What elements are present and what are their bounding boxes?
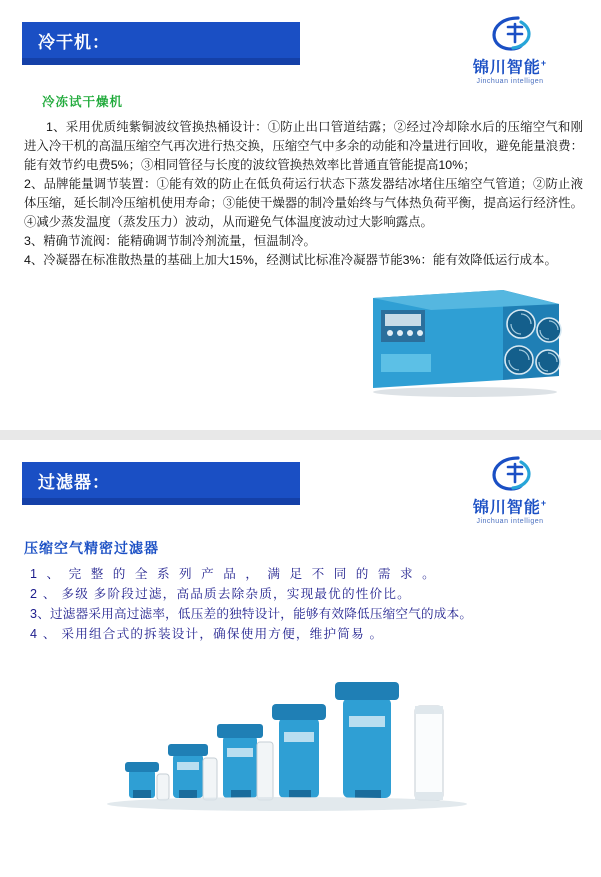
dryer-paragraphs (24, 118, 583, 270)
dryer-subtitle: 冷冻试干燥机 (42, 95, 124, 109)
logo-superscript: + (540, 58, 548, 68)
logo-cn-name (445, 495, 575, 516)
filter-product-image (91, 662, 511, 822)
dryer-title-bar (22, 22, 300, 65)
filter-title: 过滤器： (38, 472, 110, 492)
filter-para-1: 1 、 完 整 的 全 系 列 产 品 ， 满 足 不 同 的 需 求 。 (30, 567, 438, 581)
logo-en-name: Jinchuan intelligen (476, 78, 544, 86)
dryer-product-image (353, 280, 573, 400)
filter-subtitle: 压缩空气精密过滤器 (24, 540, 159, 556)
filter-header (0, 440, 601, 530)
jinchuan-swoosh-logo-icon (488, 454, 532, 494)
dryer-title-bar-inner (22, 22, 300, 58)
logo-filter (445, 454, 575, 526)
filter-para-4: 4 、 采用组合式的拆装设计，确保使用方便，维护简易 。 (30, 627, 384, 641)
filter-para-3: 3、过滤器采用高过滤率，低压差的独特设计，能够有效降低压缩空气的成本。 (30, 607, 473, 621)
section-dryer (0, 0, 601, 430)
logo-cn-text: 锦川智能 (472, 59, 541, 77)
filter-title-bar-inner (22, 462, 300, 498)
section-divider (0, 430, 601, 440)
jinchuan-swoosh-logo-icon (488, 14, 532, 54)
logo-cn-text: 锦川智能 (472, 499, 541, 517)
logo-dryer (445, 14, 575, 86)
dryer-title: 冷干机： (38, 32, 110, 52)
section-filter (0, 440, 601, 877)
dryer-para-4: 4、冷凝器在标准散热量的基础上加大15%，经测试比标准冷凝器节能3%：能有效降低运行成本。 (24, 253, 557, 267)
dryer-para-1: 1、采用优质纯紫铜波纹管换热桶设计：①防止出口管道结露；②经过冷却除水后的压缩空气和刚进入冷干机的高温压缩空气再次进行热交换，压缩空气中多余的动能和冷量进行回收，避免能量浪费：能有效节约电费5%；③相同管径与长度的波纹管换热效率比普通直管能提高10%； (24, 120, 583, 172)
dryer-para-2: 2、品牌能量调节装置：①能有效的防止在低负荷运行状态下蒸发器结冰堵住压缩空气管道；②防止液体压缩，延长制冷压缩机使用寿命；③能使干燥器的制冷量始终与气体热负荷平衡，提高运行经济性。④减少蒸发温度（蒸发压力）波动，从而避免气体温度波动过大影响露点。 (24, 177, 583, 229)
logo-superscript: + (540, 498, 548, 508)
logo-cn-name (445, 55, 575, 76)
dryer-header (0, 0, 601, 90)
logo-en-name: Jinchuan intelligen (476, 518, 544, 526)
filter-para-2: 2 、 多级 多阶段过滤，高品质去除杂质，实现最优的性价比。 (30, 587, 411, 601)
filter-title-bar (22, 462, 300, 505)
filter-paragraphs (30, 564, 581, 644)
dryer-para-3: 3、精确节流阀：能精确调节制冷剂流量，恒温制冷。 (24, 234, 316, 248)
